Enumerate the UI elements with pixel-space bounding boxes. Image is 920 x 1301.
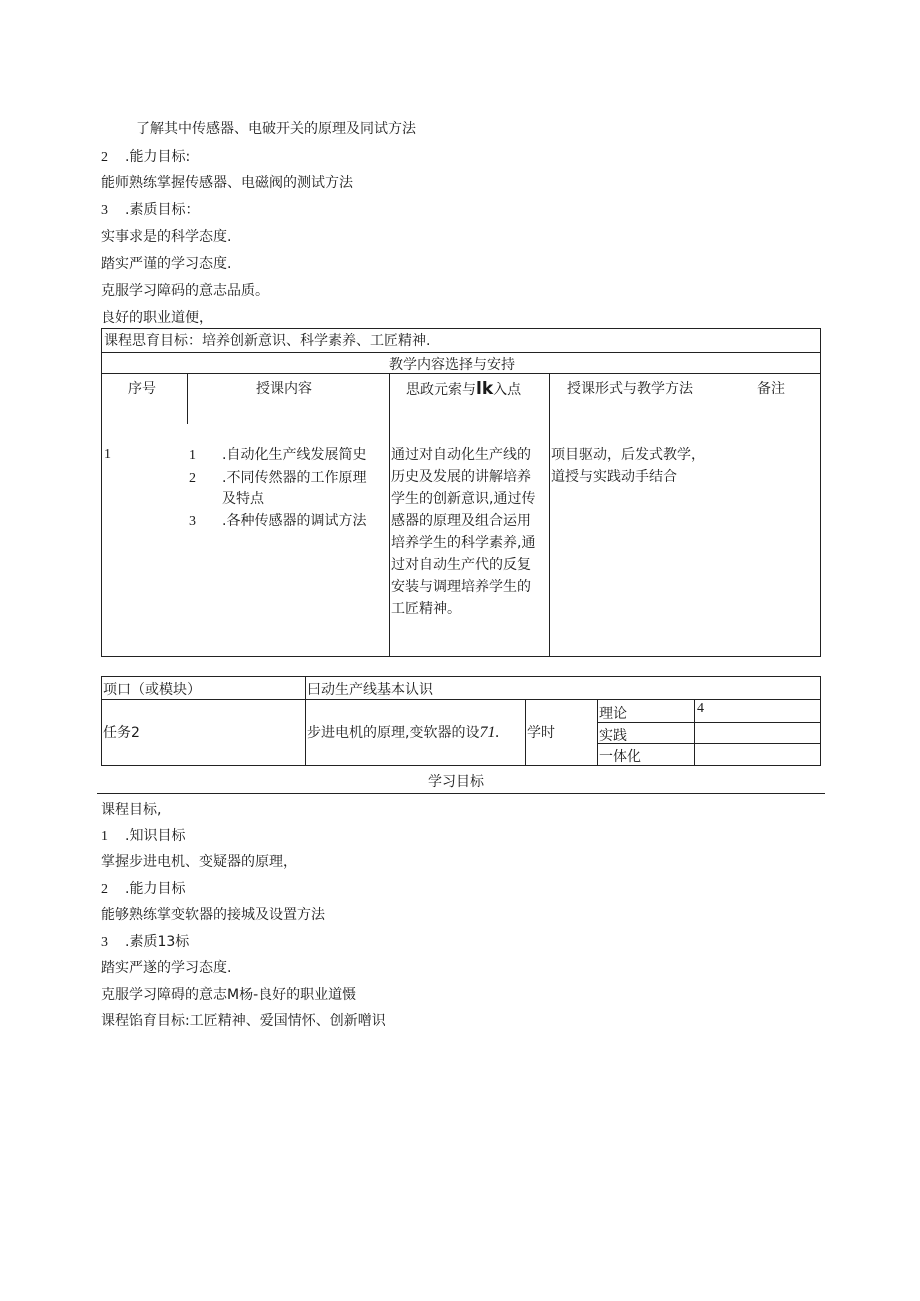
knowledge-goal-heading — [101, 827, 185, 846]
header-ideology-part: 思政元索与 — [406, 382, 476, 398]
hours-value-theory: 4 — [697, 701, 704, 716]
section-title: 教学内容选择与安持 — [389, 357, 515, 373]
list-label: .各种传感器的调试方法 — [222, 513, 367, 529]
row-number: 1 — [104, 447, 111, 462]
list-label: 及特点 — [222, 491, 264, 507]
methods-line: 道授与实践动手结合 — [551, 469, 677, 485]
quality-goal-heading — [101, 933, 189, 952]
quality-goal-heading — [101, 201, 199, 220]
quality-goal-item: 克服学习障码的意志品质。 — [101, 283, 269, 299]
task-label: 任务2 — [103, 725, 140, 741]
task-value-text: 步进电机的原理,变软器的设 — [307, 725, 480, 741]
list-number: 2 — [189, 471, 196, 486]
text-line: 感器的原理及组合运用 — [391, 513, 531, 529]
list-number: 1 — [189, 448, 196, 463]
header-notes: 备注 — [757, 381, 785, 397]
list-number: 1 — [101, 829, 108, 844]
list-number: 3 — [101, 935, 108, 950]
list-label: .自动化生产线发展简史 — [222, 447, 367, 463]
project-value: 曰动生产线基本认识 — [307, 682, 433, 698]
quality-goal-item: 实事求是的科学态度. — [101, 229, 232, 245]
ideology-goal-text: 课程馅育目标:工匠精神、爱国情怀、创新噌识 — [101, 1013, 386, 1029]
course-ideology-goal: 课程思育目标：培养创新意识、科学素养、工匠精神. — [104, 333, 431, 349]
text-line: 学生的创新意识,通过传 — [391, 491, 536, 507]
list-number: 2 — [101, 150, 108, 165]
text-line: 工匠精神。 — [391, 601, 461, 617]
header-no: 序号 — [128, 381, 156, 397]
text-line: 安装与调理培养学生的 — [391, 579, 531, 595]
list-label: .素质目标： — [125, 202, 200, 218]
text-line: 过对自动生产代的反复 — [391, 557, 531, 573]
hours-type-integrated: 一体化 — [599, 749, 641, 765]
ability-goal-text: 能师熟练掌握传感器、电磁阀的测试方法 — [101, 175, 353, 191]
ability-goal-heading — [101, 880, 185, 899]
course-goal-heading: 课程目标, — [101, 802, 162, 818]
methods-line: 项目驱动，后发式教学， — [551, 447, 705, 463]
ability-goal-text: 能够熟练掌变软器的接城及设置方法 — [101, 907, 325, 923]
learning-goals-heading: 学习目标 — [428, 774, 484, 790]
header-ideology-part: 入点 — [493, 382, 522, 398]
header-methods: 授课形式与教学方法 — [567, 381, 693, 397]
list-number: 2 — [101, 882, 108, 897]
ability-goal-heading — [101, 148, 190, 167]
text-line: 通过对自动化生产线的 — [391, 447, 531, 463]
header-ideology-part: lk — [476, 379, 494, 399]
text-line: 培养学生的科学素养,通 — [391, 535, 536, 551]
quality-goal-item: 踏实严谨的学习态度. — [101, 256, 232, 272]
list-label: .知识目标 — [125, 828, 186, 844]
list-item — [189, 446, 366, 465]
list-item — [189, 469, 366, 488]
list-number: 3 — [189, 514, 196, 529]
quality-goal-item: 良好的职业道便， — [101, 310, 213, 326]
list-item — [189, 490, 264, 508]
header-content: 授课内容 — [256, 381, 312, 397]
hours-type-theory: 理论 — [599, 706, 627, 722]
task-value — [307, 724, 499, 742]
text-line: 历史及发展的讲解培养 — [391, 469, 531, 485]
list-item — [189, 512, 366, 531]
hours-label: 学时 — [527, 725, 555, 741]
task-value-suffix: 71. — [479, 724, 500, 741]
list-label: .不同传然器的工作原理 — [222, 470, 367, 486]
list-label: .素质13标 — [125, 934, 190, 950]
quality-goal-item: 踏实严遂的学习态度. — [101, 960, 232, 976]
list-label: .能力目标 — [125, 881, 186, 897]
project-label: 项口（或模块） — [103, 682, 201, 698]
list-number: 3 — [101, 203, 108, 218]
divider — [97, 793, 825, 794]
knowledge-goal-text: 掌握步进电机、变疑器的原理， — [101, 854, 297, 870]
knowledge-goal-text: 了解其中传感器、电破开关的原理及同试方法 — [136, 121, 416, 137]
hours-type-practice: 实践 — [599, 728, 627, 744]
list-label: .能力目标: — [125, 149, 191, 165]
quality-goal-item: 克服学习障碍的意志M杨-良好的职业道慑 — [101, 987, 357, 1003]
header-ideology — [406, 380, 521, 399]
